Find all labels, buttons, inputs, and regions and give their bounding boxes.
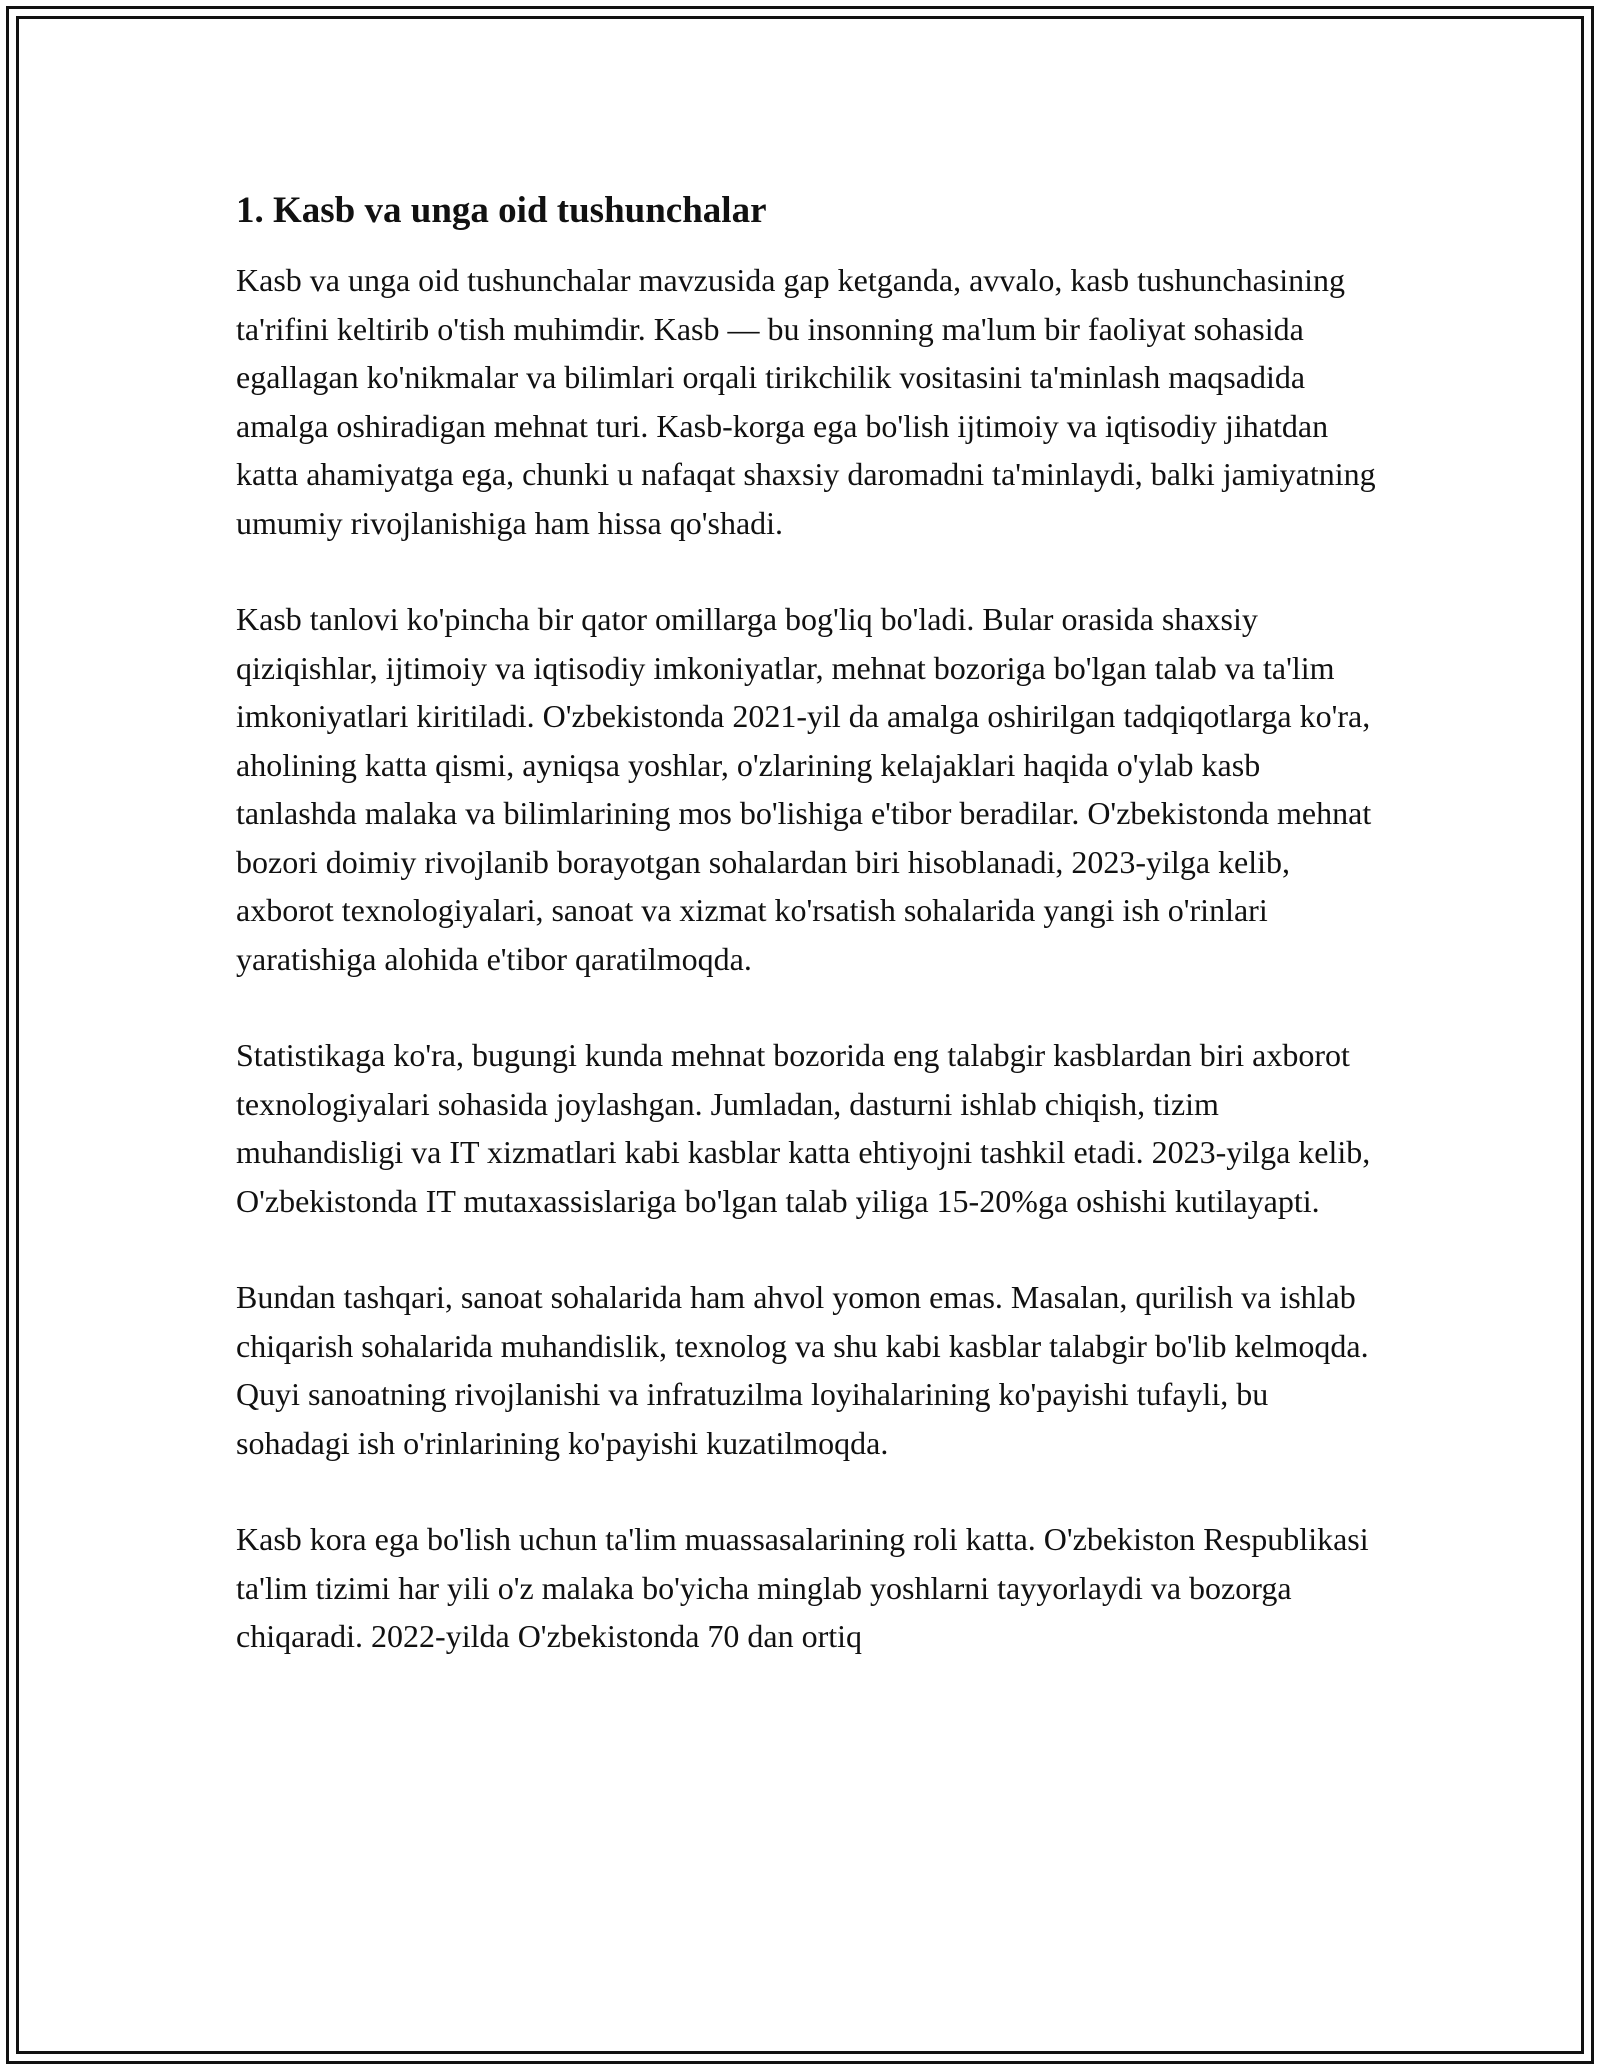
paragraph-2: Kasb tanlovi ko'pincha bir qator omillarga bog'liq bo'ladi. Bular orasida shaxsiy qiziqishlar, ijtimoiy va iqtisodiy imkoniyatlar, mehnat bozoriga bo'lgan talab va ta'lim imkoniyatlari kiritiladi. O'zbekistonda 2021-yil da amalga oshirilgan tadqiqotlarga ko'ra, aholining katta qismi, ayniqsa yoshlar, o'zlarining kelajaklari haqida o'ylab kasb tanlashda malaka va bilimlarining mos bo'lishiga e'tibor beradilar. O'zbekistonda mehnat bozori doimiy rivojlanib borayotgan sohalardan biri hisoblanadi, 2023-yilga kelib, axborot texnologiyalari, sanoat va xizmat ko'rsatish sohalarida yangi ish o'rinlari yaratishiga alohida e'tibor qaratilmoqda. (236, 601, 1372, 977)
paragraph-5: Kasb kora ega bo'lish uchun ta'lim muassasalarining roli katta. O'zbekiston Respublikasi ta'lim tizimi har yili o'z malaka bo'yicha minglab yoshlarni tayyorlaydi va bozorga chiqaradi. 2022-yilda O'zbekistonda 70 dan ortiq (236, 1521, 1369, 1654)
paragraph-1: Kasb va unga oid tushunchalar mavzusida gap ketganda, avvalo, kasb tushunchasining ta'rifini keltirib o'tish muhimdir. Kasb — bu insonning ma'lum bir faoliyat sohasida egallagan ko'nikmalar va bilimlari orqali tirikchilik vositasini ta'minlash maqsadida amalga oshiradigan mehnat turi. Kasb-korga ega bo'lish ijtimoiy va iqtisodiy jihatdan katta ahamiyatga ega, chunki u nafaqat shaxsiy daromadni ta'minlaydi, balki jamiyatning umumiy rivojlanishiga ham hissa qo'shadi. (236, 262, 1376, 541)
paragraph-4: Bundan tashqari, sanoat sohalarida ham ahvol yomon emas. Masalan, qurilish va ishlab chiqarish sohalarida muhandislik, texnolog va shu kabi kasblar talabgir bo'lib kelmoqda. Quyi sanoatning rivojlanishi va infratuzilma loyihalarining ko'payishi tufayli, bu sohadagi ish o'rinlarining ko'payishi kuzatilmoqda. (236, 1279, 1369, 1461)
paragraph-3: Statistikaga ko'ra, bugungi kunda mehnat bozorida eng talabgir kasblardan biri axborot texnologiyalari sohasida joylashgan. Jumladan, dasturni ishlab chiqish, tizim muhandisligi va IT xizmatlari kabi kasblar katta ehtiyojni tashkil etadi. 2023-yilga kelib, O'zbekistonda IT mutaxassislariga bo'lgan talab yiliga 15-20%ga oshishi kutilayapti. (236, 1037, 1371, 1219)
document-body (236, 186, 1376, 1709)
section-heading: 1. Kasb va unga oid tushunchalar (236, 190, 767, 231)
